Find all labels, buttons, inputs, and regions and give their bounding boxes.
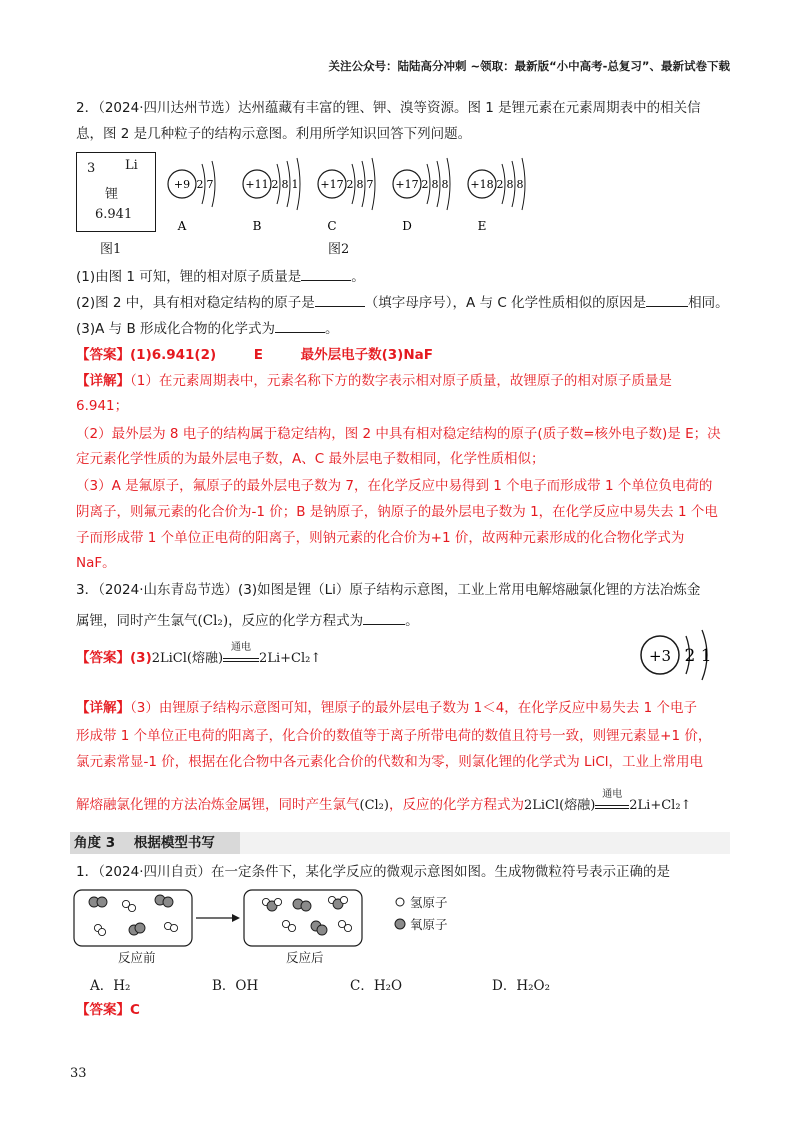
answer-blank[interactable] — [301, 266, 351, 281]
oxygen-atom — [317, 925, 327, 935]
nucleus-charge: +11 — [245, 178, 269, 191]
atomic-number: 3 — [87, 161, 96, 176]
equation-reactant: 2LiCl(熔融) — [151, 651, 224, 666]
q3-detail-line1 — [76, 698, 697, 718]
condition-text: 通电 — [231, 642, 252, 653]
choice-d[interactable]: D．H₂O₂ — [492, 978, 550, 994]
q2-detail-line1 — [76, 371, 672, 391]
q3-stem-line2 — [76, 610, 419, 631]
q2-sub2-text-a: (2)图 2 中，具有相对稳定结构的原子是 — [76, 295, 315, 311]
detail-text: 解熔融氯化锂的方法冶炼金属锂，同时产生氯气 — [76, 797, 360, 813]
shell-electron-count: 8 — [506, 178, 514, 191]
page-number: 33 — [70, 1066, 87, 1081]
chlorine-formula: (Cl₂) — [359, 798, 389, 813]
hydrogen-atom — [170, 924, 177, 931]
element-name: 锂 — [105, 187, 119, 202]
particle-label: B — [252, 219, 262, 233]
hydrogen-atom — [340, 896, 347, 903]
q2-detail-line6: 阴离子，则氟元素的化合价为-1 价；B 是钠原子，钠原子的最外层电子数为 1，在化学反应中易失去 1 个电 — [76, 504, 718, 520]
shell-electron-count: 8 — [441, 178, 449, 191]
answer-tag: 【答案】 — [76, 650, 130, 666]
answer-blank[interactable] — [275, 318, 325, 333]
shell-electron-count: 8 — [281, 178, 289, 191]
q2-stem-line2: 息，图 2 是几种粒子的结构示意图。利用所学知识回答下列问题。 — [76, 126, 472, 142]
nucleus-charge: +17 — [320, 178, 344, 191]
q3-stem-end: 。 — [405, 613, 419, 629]
shell-electron-count: 8 — [516, 178, 524, 191]
q2-sub2-text-b: （填字母序号），A 与 C 化学性质相似的原因是 — [364, 295, 647, 311]
particle-structure-diagrams — [160, 148, 540, 238]
shell-electron-count: 2 — [196, 178, 204, 191]
chlorine-formula: (Cl₂) — [197, 613, 229, 629]
condition-text: 通电 — [602, 789, 623, 800]
particle-label: D — [402, 219, 412, 233]
q2-detail-line4: 定元素化学性质的为最外层电子数，A、C 最外层电子数相同，化学性质相似； — [76, 451, 545, 467]
shell-electron-count: 7 — [206, 178, 214, 191]
q2-detail-line8: NaF。 — [76, 555, 116, 571]
nucleus-charge: +17 — [395, 178, 419, 191]
oxygen-legend-icon — [395, 919, 405, 929]
q2-sub1 — [76, 266, 365, 287]
before-label: 反应前 — [118, 950, 156, 965]
answer-blank[interactable] — [315, 292, 365, 307]
q3-answer — [76, 642, 322, 669]
q2-sub2 — [76, 292, 729, 313]
page-header: 关注公众号：陆陆高分冲刺 ~领取：最新版“小中高考-总复习”、最新试卷下载 — [328, 59, 730, 73]
q3-stem-text-b: ，反应的化学方程式为 — [228, 613, 364, 629]
shell-electron-count: 2 — [496, 178, 504, 191]
oxygen-atom — [301, 901, 311, 911]
answer-blank[interactable] — [363, 610, 405, 625]
answer-prefix: (3) — [130, 650, 152, 666]
q2-sub3 — [76, 318, 339, 339]
equation-condition — [595, 789, 629, 809]
section-heading: 角度 3 根据模型书写 — [74, 835, 215, 851]
q2-detail-line2: 6.941； — [76, 398, 129, 414]
q2-detail-line5: （3）A 是氟原子，氟原子的最外层电子数为 7，在化学反应中易得到 1 个电子而形成带 1 个单位负电荷的 — [76, 478, 713, 494]
q2-answer — [76, 345, 433, 365]
equals-sign — [223, 658, 259, 662]
particle-label: A — [177, 219, 187, 233]
shell-electron-count: 1 — [291, 178, 299, 191]
answer-text: C — [130, 1002, 140, 1018]
oxygen-atom — [135, 923, 145, 933]
element-symbol: Li — [125, 158, 138, 173]
oxygen-atom — [163, 897, 173, 907]
q2-detail-line7: 子而形成带 1 个单位正电荷的阳离子，则钠元素的化合价为+1 价，故两种元素形成的化合物化学式为 — [76, 530, 685, 546]
equation-product: 2Li+Cl₂↑ — [259, 651, 322, 666]
q2-sub1-text: (1)由图 1 可知，锂的相对原子质量是 — [76, 269, 302, 285]
equals-sign — [595, 805, 629, 809]
after-label: 反应后 — [286, 950, 324, 965]
q2-sub2-text-c: 相同。 — [688, 295, 729, 311]
particle-label: E — [477, 219, 487, 233]
oxygen-legend-label: 氧原子 — [410, 917, 448, 932]
q1-answer — [76, 1000, 140, 1020]
answer-blank[interactable] — [646, 292, 688, 307]
nucleus-charge: +18 — [470, 178, 494, 191]
q3-stem-line1: 3．（2024·山东青岛节选）(3)如图是锂（Li）原子结构示意图，工业上常用电解熔融氯化锂的方法冶炼金 — [76, 582, 701, 598]
detail-text: （3）由锂原子结构示意图可知，锂原子的最外层电子数为 1＜4，在化学反应中易失去 1 个电子 — [130, 700, 697, 716]
shell-electron-count: 7 — [366, 178, 374, 191]
answer-tag: 【答案】 — [76, 1002, 130, 1018]
q2-sub1-end: 。 — [351, 269, 365, 285]
shell-electron-count: 2 — [271, 178, 279, 191]
li-shell-electrons: 2 1 — [684, 646, 712, 666]
hydrogen-legend-icon — [396, 898, 404, 906]
choice-b[interactable]: B．OH — [212, 978, 259, 994]
q2-stem-line1: 2．（2024·四川达州节选）达州蕴藏有丰富的锂、钾、溴等资源。图 1 是锂元素在元素周期表中的相关信 — [76, 100, 701, 116]
li-nucleus-charge: +3 — [648, 647, 672, 665]
arrow-head — [232, 914, 240, 922]
shell-electron-count: 2 — [346, 178, 354, 191]
detail-tag: 【详解】 — [76, 373, 130, 389]
hydrogen-atom — [98, 928, 105, 935]
hydrogen-atom — [344, 924, 351, 931]
q3-detail-line2: 形成带 1 个单位正电荷的阳离子，化合价的数值等于离子所带电荷的数值且符号一致，则锂元素显+1 价， — [76, 728, 712, 744]
q3-detail-line4 — [76, 789, 692, 816]
choice-a[interactable]: A．H₂ — [90, 978, 131, 994]
equation-product: 2Li+Cl₂↑ — [629, 798, 692, 813]
hydrogen-legend-label: 氢原子 — [410, 895, 448, 910]
q2-sub3-end: 。 — [325, 321, 339, 337]
q1-stem: 1．（2024·四川自贡）在一定条件下，某化学反应的微观示意图如图。生成物微粒符号表示正确的是 — [76, 864, 670, 880]
q2-detail-line3: （2）最外层为 8 电子的结构属于稳定结构，图 2 中具有相对稳定结构的原子(质子数=核外电子数)是 E；决 — [76, 426, 721, 442]
particle-label: C — [327, 219, 337, 233]
nucleus-charge: +9 — [173, 178, 191, 191]
shell-electron-count: 2 — [421, 178, 429, 191]
answer-text: (1)6.941(2) E 最外层电子数(3)NaF — [130, 347, 433, 363]
shell-electron-count: 8 — [356, 178, 364, 191]
hydrogen-atom — [288, 924, 295, 931]
shell-electron-count: 8 — [431, 178, 439, 191]
equation-reactant: 2LiCl(熔融) — [523, 798, 596, 813]
hydrogen-atom — [274, 898, 281, 905]
detail-text: （1）在元素周期表中，元素名称下方的数字表示相对原子质量，故锂原子的相对原子质量是 — [130, 373, 672, 389]
q3-detail-line3: 氯元素常显-1 价，根据在化合物中各元素化合价的代数和为零，则氯化锂的化学式为 LiCl，工业上常用电 — [76, 754, 703, 770]
hydrogen-atom — [128, 904, 135, 911]
lithium-atom-diagram — [636, 624, 726, 686]
detail-text-end: ，反应的化学方程式为 — [388, 797, 524, 813]
q2-sub3-text: (3)A 与 B 形成化合物的化学式为 — [76, 321, 275, 337]
figure2-caption: 图2 — [328, 242, 350, 257]
detail-tag: 【详解】 — [76, 700, 130, 716]
oxygen-atom — [97, 897, 107, 907]
q3-stem-text-a: 属锂，同时产生氯气 — [76, 613, 198, 629]
figure1-caption: 图1 — [100, 242, 122, 257]
answer-tag: 【答案】 — [76, 347, 130, 363]
atomic-mass: 6.941 — [95, 207, 133, 222]
equation-condition — [223, 642, 259, 662]
element-cell-lithium — [76, 152, 156, 232]
choice-c[interactable]: C．H₂O — [350, 978, 403, 994]
